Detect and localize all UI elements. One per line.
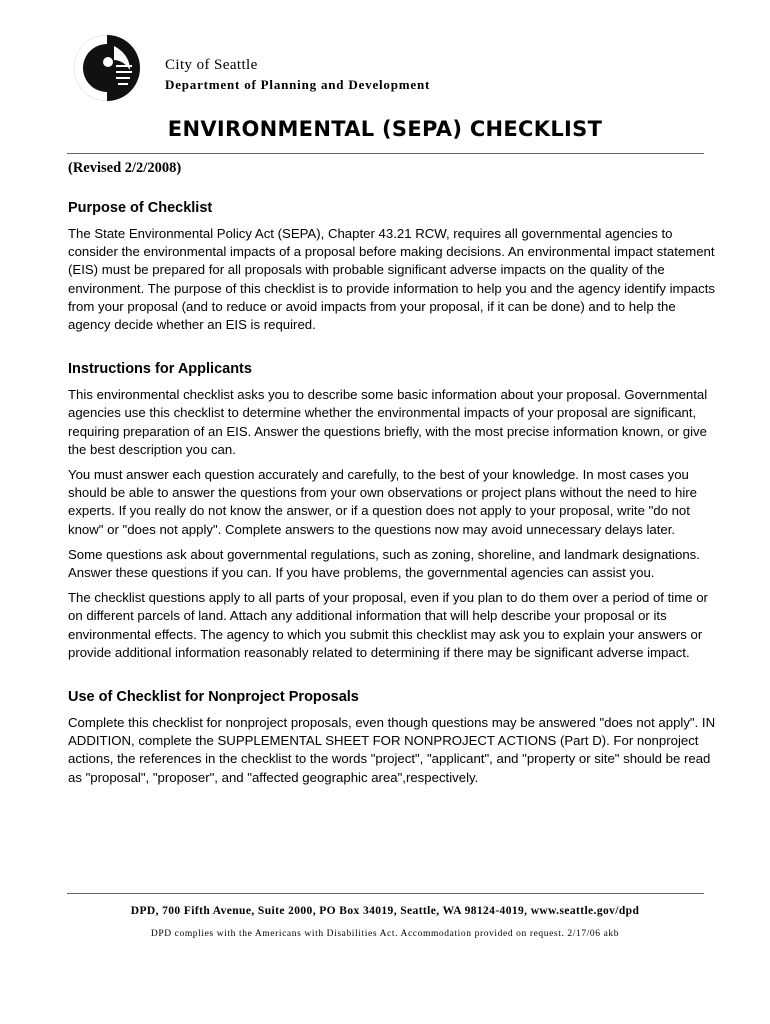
footer-divider (67, 893, 704, 894)
purpose-heading: Purpose of Checklist (68, 200, 213, 216)
footer-address: DPD, 700 Fifth Avenue, Suite 2000, PO Box 34019, Seattle, WA 98124-4019, www.seattle.gov/dpd (130, 905, 640, 917)
instructions-heading: Instructions for Applicants (68, 361, 252, 378)
instructions-paragraph-1: This environmental checklist asks you to describe some basic information about your proposal. Governmental agencies use this checklist to determine whether the environmental impacts of your proposal are significant, requiring preparation of an EIS. Answer the questions briefly, with the most precise information known, or give the best description you can. (68, 387, 708, 457)
purpose-paragraph: The State Environmental Policy Act (SEPA), Chapter 43.21 RCW, requires all governmental agencies to consider the environmental impacts of a proposal before making decisions. An environmental impact statement (EIS) must be prepared for all proposals with probable significant adverse impacts on the quality of the environment. The purpose of this checklist is to provide information to help you and the agency identify impacts from your proposal (and to reduce or avoid impacts from your proposal, if it can be done) and to help the agency decide whether an EIS is required. (68, 226, 716, 333)
org-department: Department of Planning and Development (165, 77, 431, 92)
footer-note: DPD complies with the Americans with Disabilities Act. Accommodation provided on request. 2/17/06 akb (150, 929, 620, 939)
document-body (68, 199, 718, 794)
instructions-paragraph-2: You must answer each question accurately and carefully, to the best of your knowledge. In most cases you should be able to answer the questions from your own observations or project plans without the need to hire experts. If you really do not know the answer, or if a question does not apply to your proposal, write "do not know" or "does not apply". Complete answers to the questions now may avoid unnecessary delays later. (68, 467, 697, 537)
instructions-paragraph-3: Some questions ask about governmental regulations, such as zoning, shoreline, and landmark designations. Answer these questions if you can. If you have problems, the governmental agencies can assist you. (68, 546, 700, 581)
nonproject-paragraph: Complete this checklist for nonproject proposals, even though questions may be answered "does not apply". IN ADDITION, complete the SUPPLEMENTAL SHEET FOR NONPROJECT ACTIONS (Part D). For nonproject actions, the references in the checklist to the words "project", "applicant", and "property or site" should be read as "proposal", "proposer", and "affected geographic area",respectively. (68, 715, 716, 785)
instructions-paragraph-4: The checklist questions apply to all parts of your proposal, even if you plan to do them over a period of time or on different parcels of land. Attach any additional information that will help describe your proposal or its environmental effects. The agency to which you submit this checklist may ask you to explain your answers or provide additional information reasonably related to determining if there may be significant adverse impact. (68, 590, 708, 660)
document-title: ENVIRONMENTAL (SEPA) CHECKLIST (167, 117, 603, 141)
title-divider (67, 153, 704, 154)
nonproject-heading: Use of Checklist for Nonproject Proposals (68, 689, 359, 706)
revision-date: (Revised 2/2/2008) (68, 160, 182, 176)
org-city: City of Seattle (165, 57, 258, 73)
city-seal-logo-icon (72, 32, 142, 104)
